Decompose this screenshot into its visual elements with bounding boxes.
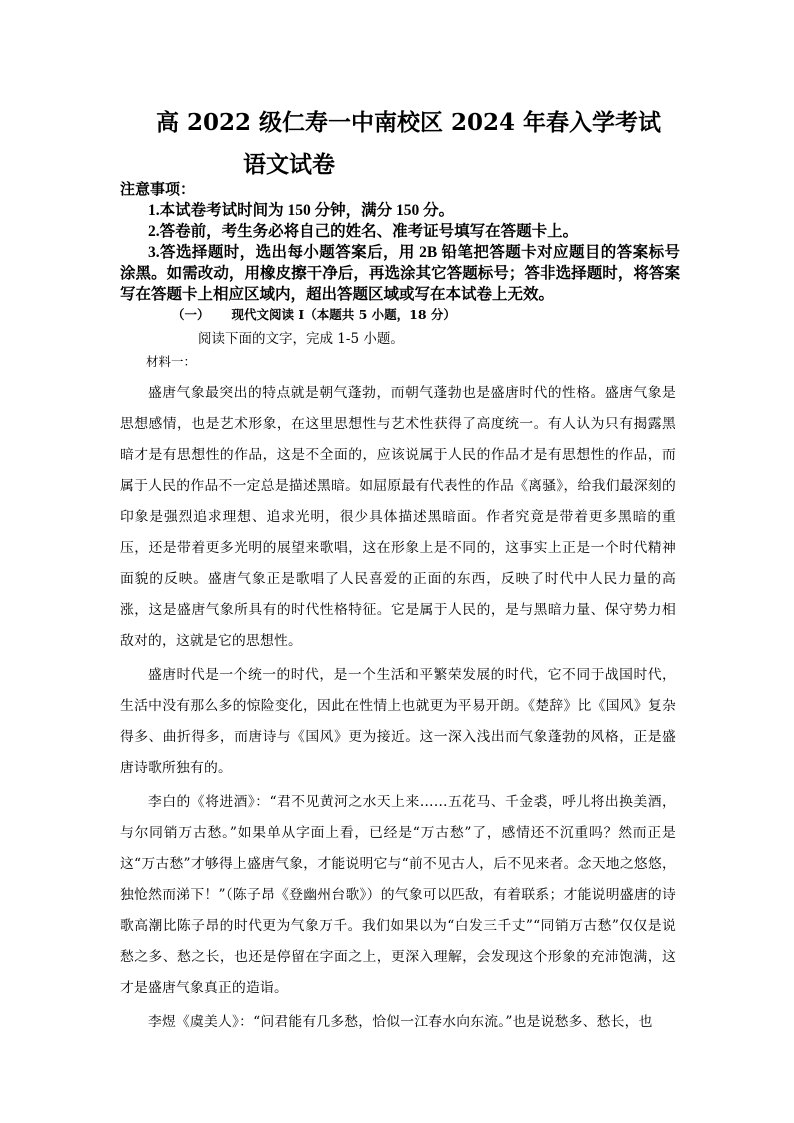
passage-paragraph-3: 李白的《将进酒》：“君不见黄河之水天上来……五花马、千金裘，呼儿将出换美酒，与尔同销万古愁。”如果单从字面上看，已经是“万古愁”了，感情还不沉重吗？然而正是这“万古愁”才够得上盛唐气象，才能说明它与“前不见古人，后不见来者。念天地之悠悠，独怆然而涕下！”（陈子昂《登幽州台歌》）的气象可以匹敌，有着联系；才能说明盛唐的诗歌高潮比陈子昂的时代更为气象万千。我们如果以为“白发三千丈”“同销万古愁”仅仅是说愁之多、愁之长，也还是停留在字面之上，更深入理解，会发现这个形象的充沛饱满，这才是盛唐气象真正的造诣。 <box>120 794 676 996</box>
exam-title: 高 2022 级仁寿一中南校区 2024 年春入学考试 <box>156 109 662 136</box>
passage-paragraph-4: 李煜《虞美人》：“问君能有几多愁，恰似一江春水向东流。”也是说愁多、愁长，也 <box>148 1014 653 1030</box>
section-heading <box>172 305 456 323</box>
material-label: 材料一： <box>146 354 197 369</box>
section-number: （一） <box>172 307 210 322</box>
exam-subtitle: 语文试卷 <box>243 151 335 178</box>
notice-heading: 注意事项： <box>120 182 196 198</box>
notice-item-1: 1.本试卷考试时间为 150 分钟，满分 150 分。 <box>148 202 455 219</box>
notice-item-2: 2.答卷前，考生务必将自己的姓名、准考证号填写在答题卡上。 <box>148 223 579 240</box>
reading-passage <box>120 378 676 1041</box>
passage-paragraph-2: 盛唐时代是一个统一的时代，是一个生活和平繁荣发展的时代，它不同于战国时代，生活中没有那么多的惊险变化，因此在性情上也就更为平易开朗。《楚辞》比《国风》复杂得多、曲折得多，而唐诗与《国风》更为接近。这一深入浅出而气象蓬勃的风格，正是盛唐诗歌所独有的。 <box>120 667 676 776</box>
notice-item-3: 3.答选择题时，选出每小题答案后，用 2B 铅笔把答题卡对应题目的答案标号涂黑。如需改动，用橡皮擦干净后，再选涂其它答题标号；答非选择题时，将答案写在答题卡上相应区域内，超出答题区域或写在本试卷上无效。 <box>120 244 680 303</box>
passage-paragraph-1: 盛唐气象最突出的特点就是朝气蓬勃，而朝气蓬勃也是盛唐时代的性格。盛唐气象是思想感情，也是艺术形象，在这里思想性与艺术性获得了高度统一。有人认为只有揭露黑暗才是有思想性的作品，这是不全面的，应该说属于人民的作品才是有思想性的作品，而属于人民的作品不一定总是描述黑暗。如屈原最有代表性的作品《离骚》，给我们最深刻的印象是强烈追求理想、追求光明，很少具体描述黑暗面。作者究竟是带着更多黑暗的重压，还是带着更多光明的展望来歌唱，这在形象上是不同的，这事实上正是一个时代精神面貌的反映。盛唐气象正是歌唱了人民喜爱的正面的东西，反映了时代中人民力量的高涨，这是盛唐气象所具有的时代性格特征。它是属于人民的，是与黑暗力量、保守势力相敌对的，这就是它的思想性。 <box>120 385 676 649</box>
reading-instruction: 阅读下面的文字，完成 1-5 小题。 <box>198 331 404 347</box>
notice-section <box>120 180 680 305</box>
section-title: 现代文阅读 I（本题共 5 小题，18 分） <box>231 307 456 322</box>
